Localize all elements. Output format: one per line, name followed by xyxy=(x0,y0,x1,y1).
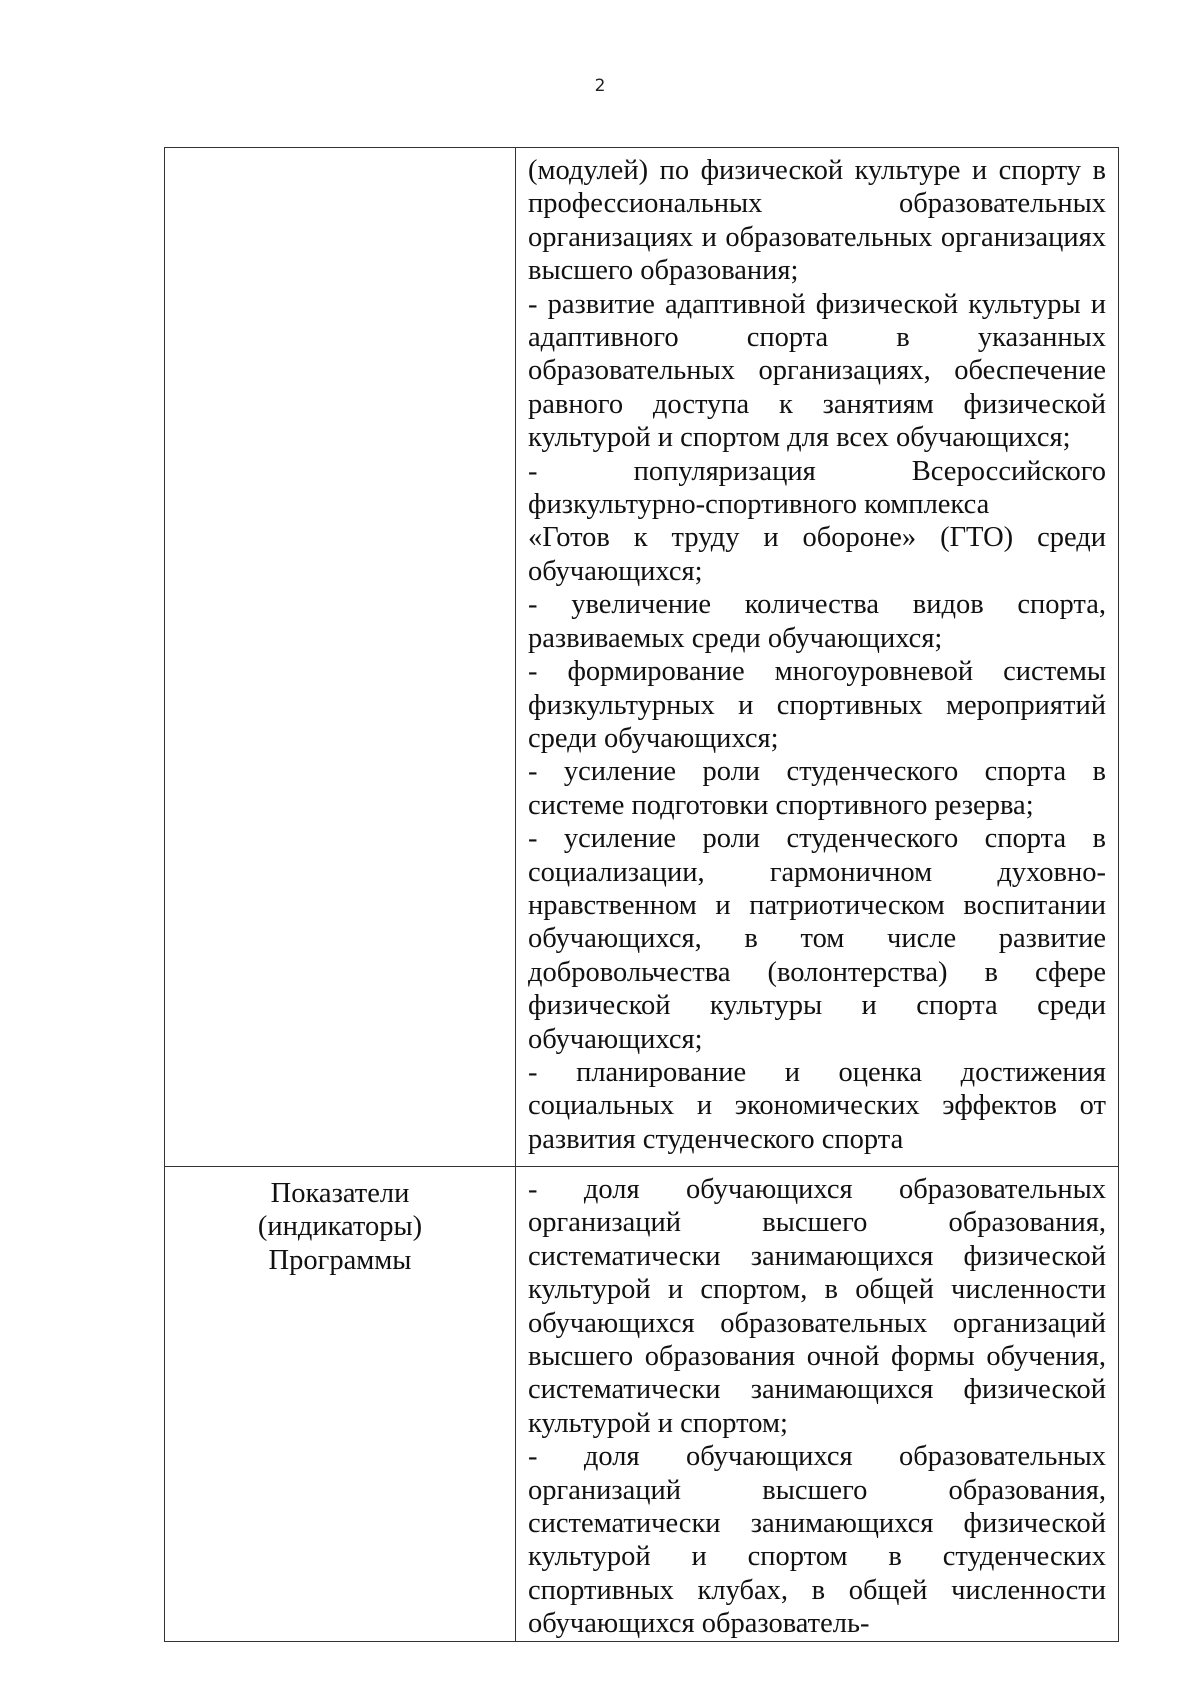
task-paragraph: - планирование и оценка достижения социальных и экономических эффектов от развития студенческого спорта xyxy=(528,1056,1106,1155)
page-number: 2 xyxy=(594,76,606,96)
row-label-cell xyxy=(165,1167,516,1642)
row-label-line: Показатели xyxy=(270,1178,410,1209)
program-table xyxy=(164,147,1119,1642)
task-paragraph: (модулей) по физической культуре и спорту в профессиональных образовательных организациях и образовательных организациях высшего образования; xyxy=(528,155,1106,287)
task-paragraph: - формирование многоуровневой системы физкультурных и спортивных мероприятий среди обучающихся; xyxy=(528,656,1106,754)
row-content-cell xyxy=(516,148,1119,1167)
task-paragraph: - увеличение количества видов спорта, развиваемых среди обучающихся; xyxy=(528,589,1106,654)
task-paragraph: - популяризация Всероссийского физкультурно-спортивного комплекса xyxy=(528,455,1106,521)
indicator-paragraph: - доля обучающихся образовательных организаций высшего образования, систематически занимающихся физической культурой и спортом, в общей численности обучающихся образовательных организаций высшего образования очной формы обучения, систематически занимающихся физической культурой и спортом; xyxy=(528,1174,1106,1439)
row-label-cell xyxy=(165,148,516,1167)
row-content-cell xyxy=(516,1167,1119,1642)
task-paragraph: - усиление роли студенческого спорта в социализации, гармоничном духовно-нравственном и патриотическом воспитании обучающихся, в том числе развитие добровольчества (волонтерства) в сфере физической культуры и спорта среди обучающихся; xyxy=(528,823,1106,1055)
table-row-indicators xyxy=(165,1167,1119,1642)
row-label-line: (индикаторы) xyxy=(257,1211,423,1243)
task-paragraph: - развитие адаптивной физической культуры и адаптивного спорта в указанных образовательных организациях, обеспечение равного доступа к занятиям физической культурой и спортом для всех обучающихся; xyxy=(528,288,1106,454)
task-paragraph: «Готов к труду и обороне» (ГТО) среди обучающихся; xyxy=(528,522,1106,587)
row-label-line: Программы xyxy=(268,1244,412,1276)
table-row-tasks xyxy=(165,148,1119,1167)
indicator-paragraph: - доля обучающихся образовательных организаций высшего образования, систематически занимающихся физической культурой и спортом в студенческих спортивных клубах, в общей численности обучающихся образователь- xyxy=(528,1441,1106,1640)
task-paragraph: - усиление роли студенческого спорта в системе подготовки спортивного резерва; xyxy=(528,756,1106,821)
